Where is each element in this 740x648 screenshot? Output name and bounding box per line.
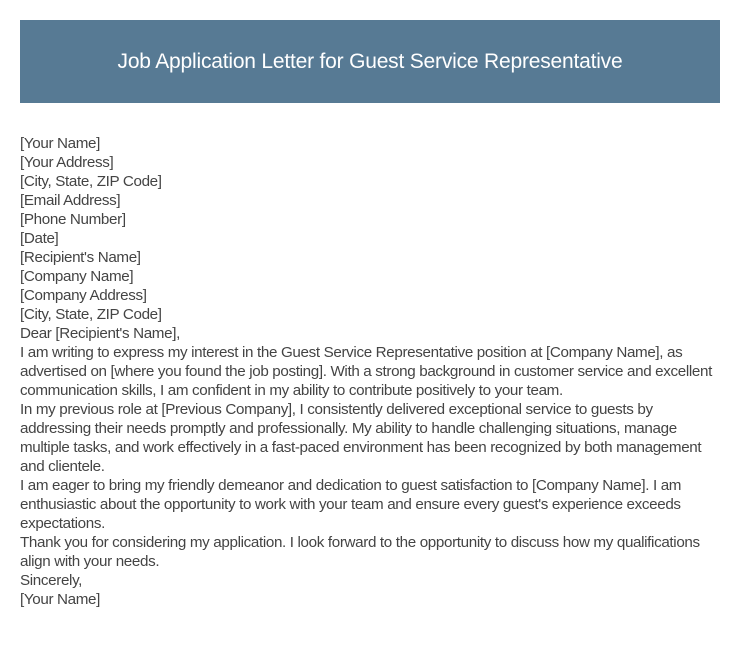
recipient-name: [Recipient's Name] [20, 249, 141, 266]
page-title: Job Application Letter for Guest Service Representative [117, 49, 623, 73]
paragraph-experience: In my previous role at [Previous Company], I consistently delivered exceptional service to guests by addressing their needs promptly and professionally. My ability to handle challenging situations, manage multiple tasks, and work effectively in a fast-paced environment has been recognized by both management and clientele. [20, 401, 702, 475]
recipient-city-state-zip: [City, State, ZIP Code] [20, 306, 162, 323]
recipient-company: [Company Name] [20, 268, 134, 285]
sender-email: [Email Address] [20, 192, 121, 209]
letter-body [20, 134, 726, 609]
sender-name: [Your Name] [20, 135, 101, 152]
salutation: Dear [Recipient's Name], [20, 325, 180, 342]
letter-date: [Date] [20, 230, 59, 247]
paragraph-intro: I am writing to express my interest in the Guest Service Representative position at [Company Name], as advertised on [where you found the job posting]. With a strong background in customer service and excellent communication skills, I am confident in my ability to contribute positively to your team. [20, 344, 712, 399]
recipient-company-address: [Company Address] [20, 287, 147, 304]
sender-city-state-zip: [City, State, ZIP Code] [20, 173, 162, 190]
signature: [Your Name] [20, 591, 101, 608]
sender-address: [Your Address] [20, 154, 114, 171]
paragraph-thanks: Thank you for considering my application. I look forward to the opportunity to discuss how my qualifications align with your needs. [20, 534, 700, 570]
sender-phone: [Phone Number] [20, 211, 126, 228]
title-banner [20, 20, 720, 103]
paragraph-enthusiasm: I am eager to bring my friendly demeanor and dedication to guest satisfaction to [Company Name]. I am enthusiastic about the opportunity to work with your team and ensure every guest's experience exceeds expectations. [20, 477, 682, 532]
closing: Sincerely, [20, 572, 83, 589]
